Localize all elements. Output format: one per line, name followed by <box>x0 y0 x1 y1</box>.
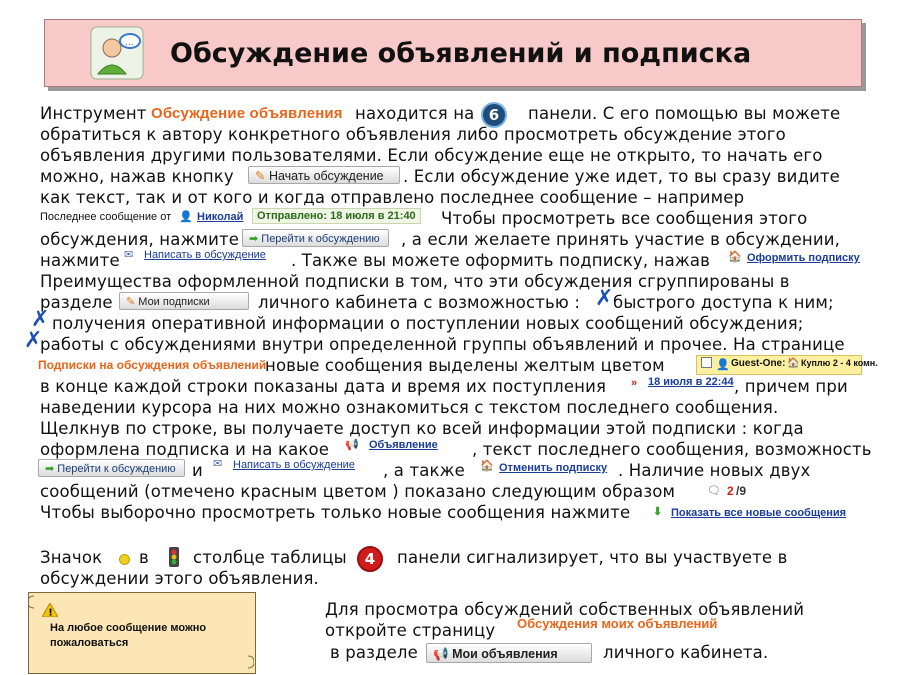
announcement-link[interactable]: Объявление <box>369 439 438 451</box>
megaphone-icon: 📢 <box>433 647 449 661</box>
total-messages-count: /9 <box>736 484 747 498</box>
check-icon: ✗ <box>595 286 614 311</box>
text-line: личного кабинета с возможностью : <box>258 293 581 312</box>
subscribe-link[interactable]: Оформить подписку <box>747 252 860 264</box>
text-line: в <box>139 548 149 567</box>
yellow-dot-icon <box>119 554 130 565</box>
author-link[interactable]: Николай <box>197 211 244 223</box>
panel-number-badge: 6 <box>481 102 507 128</box>
check-icon: ✗ <box>31 307 50 332</box>
text-line: панели сигнализирует, что вы участвуете в <box>397 548 788 567</box>
text-line: находится на <box>355 104 475 123</box>
pencil-icon: ✎ <box>255 169 266 183</box>
arrow-right-icon: ➡ <box>249 233 259 245</box>
text-line: обсуждения, нажмите <box>40 230 240 249</box>
text-line: работы с обсуждениями внутри определенной группы объявлений и прочее. На странице <box>40 335 845 354</box>
go-to-discussion-button[interactable]: ➡ Перейти к обсуждению <box>242 229 389 247</box>
highlighted-subscription-row[interactable] <box>696 355 878 375</box>
text-line: Для просмотра обсуждений собственных объявлений <box>325 600 805 619</box>
text-line: личного кабинета. <box>603 643 769 662</box>
text-line: , а также <box>383 461 465 480</box>
text-line: , текст последнего сообщения, возможность <box>472 440 872 459</box>
row-checkbox[interactable] <box>701 357 712 368</box>
text-line: можно, нажав кнопку <box>40 167 234 186</box>
text-line: оформлена подписка и на какое <box>40 440 330 459</box>
announcement-title: Куплю 2 - 4 комн. <box>801 358 878 368</box>
warning-icon <box>42 602 58 616</box>
new-messages-count: 2 <box>727 484 734 498</box>
svg-text:!: ! <box>48 607 53 617</box>
envelope-icon: ✉ <box>213 458 223 470</box>
subscriptions-page-label: Подписки на обсуждения объявлений <box>38 358 267 372</box>
write-to-discussion-link[interactable]: Написать в обсуждение <box>233 459 355 471</box>
svg-text:...: ... <box>125 38 134 48</box>
text-line: Значок <box>40 548 103 567</box>
text-line: Чтобы выборочно просмотреть только новые сообщения нажмите <box>40 503 631 522</box>
text-line: Щелкнув по строке, вы получаете доступ ко всей информации этой подписки : когда <box>40 419 804 438</box>
text-line: столбце таблицы <box>193 548 347 567</box>
text-line: . Наличие новых двух <box>618 461 811 480</box>
arrow-down-icon: ⬇ <box>653 506 663 518</box>
text-line: и <box>192 461 203 480</box>
unsubscribe-link[interactable]: Отменить подписку <box>499 462 608 474</box>
show-new-messages-link[interactable]: Показать все новые сообщения <box>671 507 847 519</box>
user-icon: 👤 <box>716 359 730 371</box>
text-line: Преимущества оформленной подписки в том, что эти обсуждения сгруппированы в <box>40 272 790 291</box>
text-line: получения оперативной информации о поступлении новых сообщений обсуждения; <box>52 314 804 333</box>
comments-icon: 🗨 <box>707 485 721 497</box>
text-line: . Также вы можете оформить подписку, нажав <box>291 251 710 270</box>
write-to-discussion-link[interactable]: Написать в обсуждение <box>144 249 266 261</box>
text-line: Чтобы просмотреть все сообщения этого <box>441 209 808 228</box>
last-message-label: Последнее сообщение от <box>40 211 172 223</box>
megaphone-icon: 📢 <box>345 439 359 451</box>
my-discussions-page-label: Обсуждения моих объявлений <box>517 616 718 631</box>
sent-timestamp: Отправлено: 18 июля в 21:40 <box>252 208 421 224</box>
unsubscribe-icon: 🏠 <box>480 460 494 472</box>
pencil-icon: ✎ <box>126 296 136 308</box>
start-discussion-button[interactable]: ✎ Начать обсуждение <box>248 166 400 184</box>
double-chevron-icon: » <box>631 377 638 389</box>
house-icon: 🏠 <box>787 358 800 369</box>
text-line: в конце каждой строки показаны дата и время их поступления <box>40 377 607 396</box>
text-line: Инструмент <box>40 104 147 123</box>
text-line: разделе <box>40 293 113 312</box>
note-text: На любое сообщение можно пожаловаться <box>50 622 207 649</box>
text-line: , причем при <box>734 377 848 396</box>
user-icon: 👤 <box>179 211 193 223</box>
text-line: быстрого доступа к ним; <box>613 293 834 312</box>
panel-number-badge: 4 <box>357 546 383 572</box>
my-announcements-button[interactable]: 📢 Мои объявления <box>426 643 592 663</box>
text-line: нажмите <box>40 251 120 270</box>
text-line: , а если желаете принять участие в обсуждении, <box>401 230 841 249</box>
text-line: . Если обсуждение уже идет, то вы сразу видите <box>403 167 840 186</box>
guest-name: Guest-One: <box>731 358 786 369</box>
text-line: панели. С его помощью вы можете <box>528 104 841 123</box>
go-to-discussion-button[interactable]: ➡ Перейти к обсуждению <box>38 459 185 477</box>
envelope-icon: ✉ <box>124 249 134 261</box>
text-line: в разделе <box>330 643 418 662</box>
page-title: Обсуждение объявлений и подписка <box>170 38 752 69</box>
date-link[interactable]: 18 июля в 22:44 <box>648 376 734 388</box>
text-line: новые сообщения выделены желтым цветом <box>265 356 665 375</box>
check-icon: ✗ <box>24 328 43 353</box>
text-line: как текст, так и от кого и когда отправлено последнее сообщение – например <box>40 188 745 207</box>
text-line: объявления другими пользователями. Если обсуждение еще не открыто, то начать его <box>40 146 823 165</box>
text-line: откройте страницу <box>325 621 496 640</box>
my-subscriptions-button[interactable]: ✎ Мои подписки <box>119 292 249 310</box>
text-line: сообщений (отмечено красным цветом ) показано следующим образом <box>40 482 676 501</box>
arrow-right-icon: ➡ <box>45 463 55 475</box>
text-line: наведении курсора на них можно ознакомиться с текстом последнего сообщения. <box>40 398 779 417</box>
text-line: обсуждении этого объявления. <box>40 569 319 588</box>
tool-name-label: Обсуждение объявления <box>151 105 343 122</box>
subscribe-icon: 🏠 <box>728 251 742 263</box>
text-line: обратиться к автору конкретного объявления либо просмотреть обсуждение этого <box>40 125 786 144</box>
user-chat-icon <box>90 26 144 80</box>
